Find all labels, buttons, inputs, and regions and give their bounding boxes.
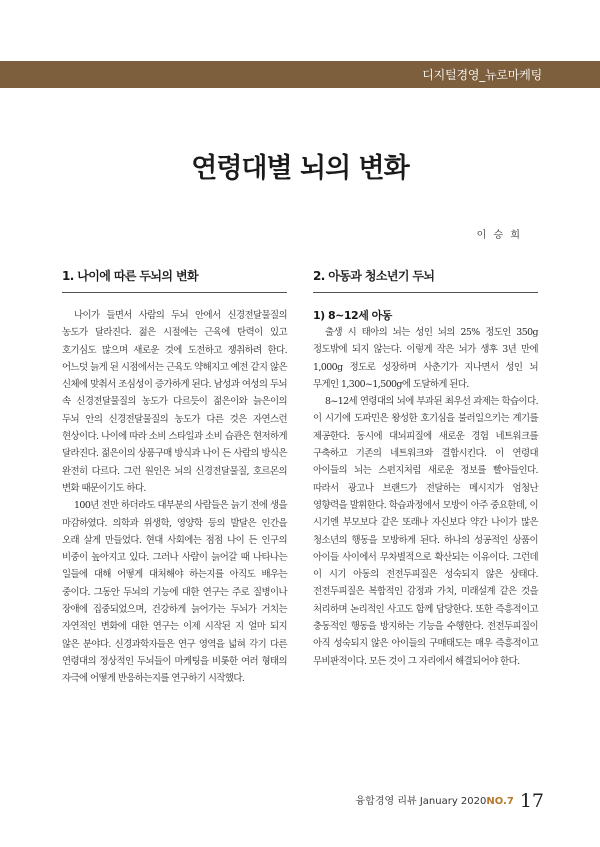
body-paragraph: 8~12세 연령대의 뇌에 부과된 최우선 과제는 학습이다. 이 시기에 도파민은 왕성한 호기심을 불러일으키는 계기를 제공한다. 동시에 대뇌피질에 새로운 경험 네트워크를 구축하고 기존의 네트워크와 결합시킨다. 이 연령대 아이들의 뇌는 스펀지처럼 새로운 정보를 빨아들인다. 따라서 광고나 브랜드가 전달하는 메시지가 엄청난 영향력을 발휘한다. 학습과정에서 모방이 아주 중요한데, 이 시기엔 부모보다 같은 또래나 자신보다 약간 나이가 많은 청소년의 행동을 모방하게 된다. 하나의 성공적인 상품이 아이들 사이에서 무차별적으로 확산되는 이유이다. 그런데 이 시기 아동의 전전두피질은 성숙되지 않은 상태다. 전전두피질은 복합적인 감정과 가치, 미래설계 같은 것을 처리하며 논리적인 사고도 함께 담당한다. 또한 즉흥적이고 충동적인 행동을 방지하는 기능을 수행한다. 전전두피질이 아직 성숙되지 않은 아이들의 구매태도는 매우 즉흥적이고 무비판적이다. 모든 것이 그 자리에서 해결되어야 한다. bbox=[313, 396, 538, 667]
body-paragraph: 100년 전만 하더라도 대부분의 사람들은 늙기 전에 생을 마감하였다. 의학과 위생학, 영양학 등의 발달은 인간을 오래 살게 만들었다. 현대 사회에는 점점 나이 든 인구의 비중이 높아지고 있다. 그러나 사람이 늙어갈 때 나타나는 일들에 대해 어떻게 대처해야 하는지를 아직도 배우는 중이다. 그동안 두뇌의 기능에 대한 연구는 주로 질병이나 장애에 집중되었으며, 건강하게 늙어가는 두뇌가 거치는 자연적인 변화에 대한 연구는 이제 시작된 지 얼마 되지 않은 분야다. 신경과학자들은 연구 영역을 넓혀 각기 다른 연령대의 정상적인 두뇌들이 마케팅을 비롯한 여러 형태의 자극에 어떻게 반응하는지를 연구하기 시작했다. bbox=[62, 500, 287, 685]
article-title: 연령대별 뇌의 변화 bbox=[191, 153, 409, 184]
right-heading-rule bbox=[313, 292, 538, 293]
left-column bbox=[62, 268, 287, 688]
body-paragraph: 나이가 들면서 사람의 두뇌 안에서 신경전달물질의 농도가 달라진다. 젊은 시절에는 근육에 탄력이 있고 호기심도 많으며 새로운 것에 도전하고 쟁취하려 한다. 어느덧 늙게 된 시점에서는 근육도 약해지고 예전 같지 않은 신체에 맞춰서 조심성이 증가하게 된다. 남성과 여성의 두뇌 속 신경전달물질의 농도가 다르듯이 젊은이와 늙은이의 두뇌 안의 신경전달물질의 농도가 다른 것은 자연스런 현상이다. 나이에 따라 소비 스타일과 소비 습관은 현저하게 달라진다. 젊은이의 상품구매 방식과 나이 든 사람의 방식은 완전히 다르다. 그런 원인은 뇌의 신경전달물질, 호르몬의 변화 때문이기도 하다. bbox=[62, 310, 287, 494]
subsection-heading: 1) 8~12세 아동 bbox=[313, 309, 392, 322]
issue-number: NO.7 bbox=[486, 796, 514, 807]
left-column-heading: 1. 나이에 따른 두뇌의 변화 bbox=[62, 269, 198, 283]
right-column bbox=[313, 268, 538, 670]
journal-name: 융합경영 리뷰 bbox=[355, 796, 417, 807]
author-name: 이 승 희 bbox=[476, 230, 522, 241]
page-number: 17 bbox=[519, 790, 544, 812]
section-header-band bbox=[0, 61, 600, 88]
body-paragraph: 출생 시 태아의 뇌는 성인 뇌의 25% 정도인 350g 정도밖에 되지 않는다. 이렇게 작은 뇌가 생후 3년 만에 1,000g 정도로 성장하며 사춘기가 지나면서 성인 뇌 무게인 1,300~1,500g에 도달하게 된다. bbox=[313, 327, 538, 390]
issue-date: January 2020 bbox=[419, 796, 487, 807]
left-heading-rule bbox=[62, 292, 287, 293]
page-footer bbox=[356, 790, 544, 812]
right-column-heading: 2. 아동과 청소년기 두뇌 bbox=[313, 269, 435, 283]
section-label: 디지털경영_뉴로마케팅 bbox=[422, 68, 542, 82]
